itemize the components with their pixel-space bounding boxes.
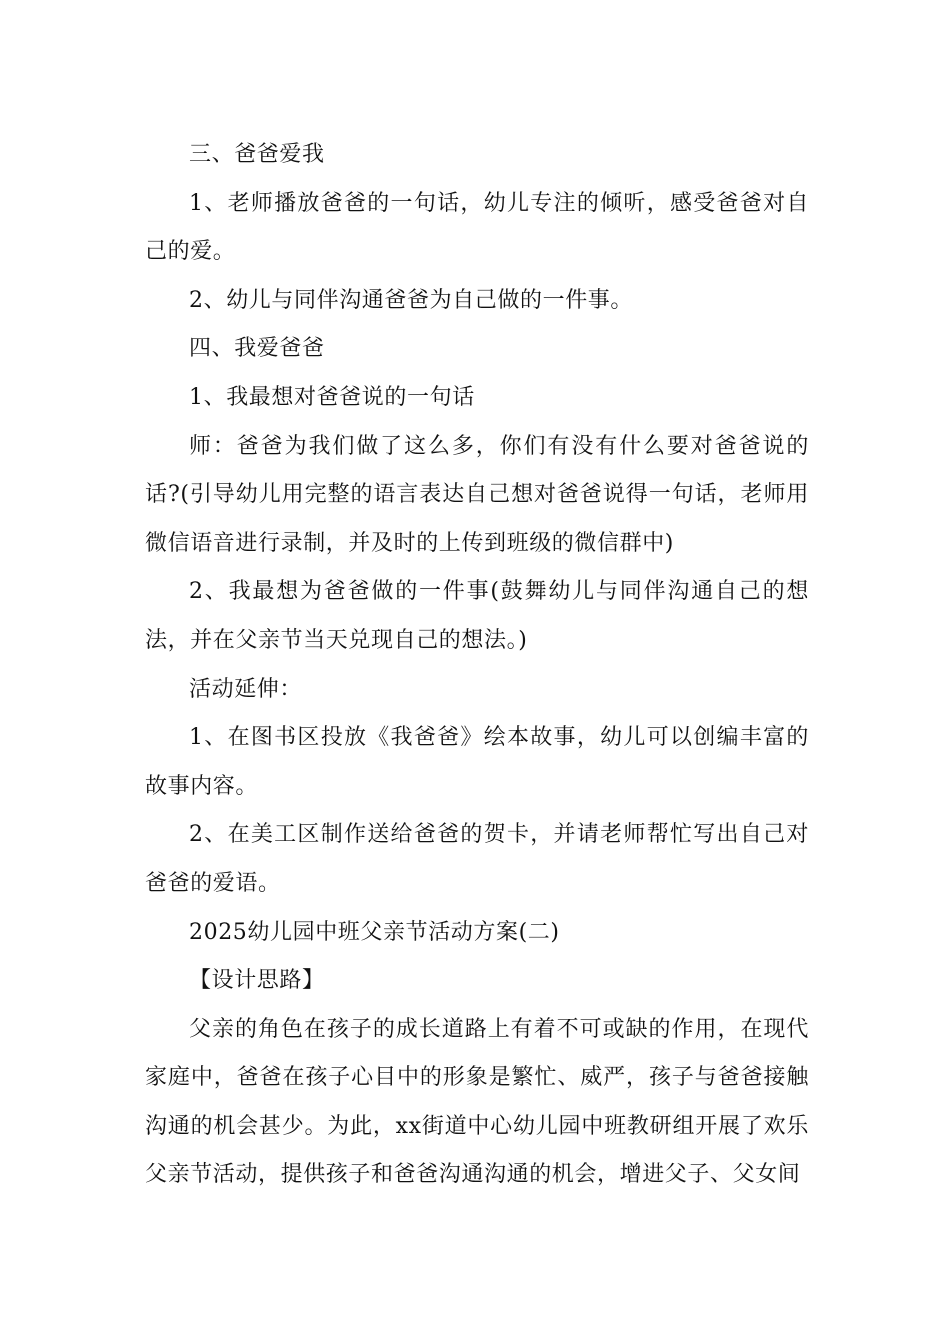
section-heading-i-love-dad: 四、我爱爸爸	[189, 336, 325, 362]
paragraph: 2、在美工区制作送给爸爸的贺卡，并请老师帮忙写出自己对爸爸的爱语。	[145, 822, 809, 896]
section-heading-activity-extension: 活动延伸：	[189, 676, 303, 702]
paragraph: 师：爸爸为我们做了这么多，你们有没有什么要对爸爸说的话?(引导幼儿用完整的语言表达自己想对爸爸说得一句话，老师用微信语音进行录制，并及时的上传到班级的微信群中)	[145, 433, 809, 556]
paragraph: 1、我最想对爸爸说的一句话	[189, 384, 475, 410]
plan-title: 2025幼儿园中班父亲节活动方案(二)	[189, 919, 560, 945]
paragraph: 1、老师播放爸爸的一句话，幼儿专注的倾听，感受爸爸对自己的爱。	[145, 190, 809, 265]
paragraph: 2、幼儿与同伴沟通爸爸为自己做的一件事。	[189, 287, 633, 313]
paragraph: 2、我最想为爸爸做的一件事(鼓舞幼儿与同伴沟通自己的想法，并在父亲节当天兑现自己的想法。)	[145, 579, 809, 653]
section-heading-dad-loves-me: 三、爸爸爱我	[189, 142, 325, 167]
document-body	[145, 131, 809, 1200]
section-heading-design-ideas: 【设计思路】	[189, 968, 325, 994]
paragraph: 1、在图书区投放《我爸爸》绘本故事，幼儿可以创编丰富的故事内容。	[145, 725, 809, 799]
paragraph: 父亲的角色在孩子的成长道路上有着不可或缺的作用，在现代家庭中，爸爸在孩子心目中的形象是繁忙、威严，孩子与爸爸接触沟通的机会甚少。为此，xx街道中心幼儿园中班教研组开展了欢乐父亲节活动，提供孩子和爸爸沟通沟通的机会，增进父子、父女间	[145, 1016, 809, 1188]
